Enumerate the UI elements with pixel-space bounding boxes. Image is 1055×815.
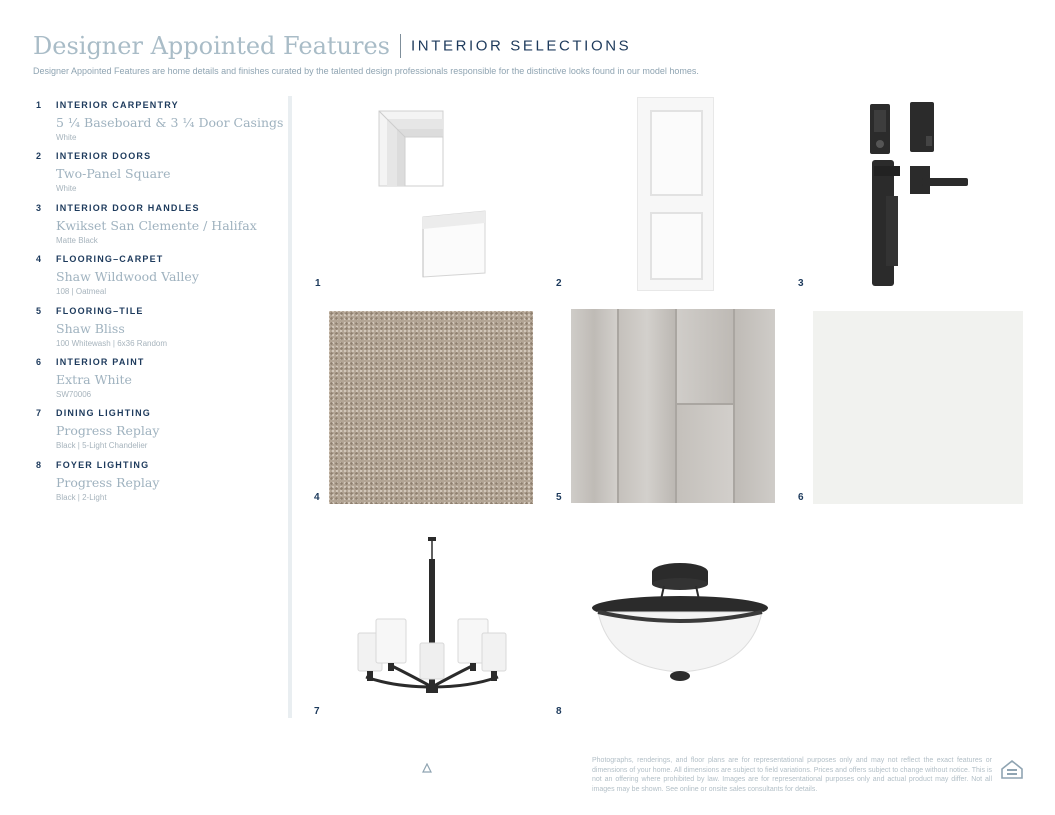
tile-plank [571, 309, 619, 503]
tile-number: 2 [556, 278, 562, 289]
tile-plank [619, 309, 677, 503]
feature-item [36, 357, 286, 408]
feature-name: Kwikset San Clemente / Halifax [56, 217, 257, 233]
feature-detail: Black | 2-Light [56, 492, 107, 502]
tile-number: 5 [556, 492, 562, 503]
equal-housing-icon [1000, 758, 1024, 782]
feature-category: INTERIOR DOORS [56, 151, 152, 162]
feature-name: Progress Replay [56, 423, 160, 439]
feature-number: 1 [36, 100, 42, 110]
feature-number: 5 [36, 305, 42, 316]
feature-category: DINING LIGHTING [56, 408, 151, 419]
page-header [33, 32, 631, 60]
feature-name: Extra White [56, 371, 132, 387]
ceiling-fixture-icon [590, 560, 770, 684]
feature-detail: 100 Whitewash | 6x36 Random [56, 338, 168, 348]
column-divider [288, 96, 292, 718]
tile-number: 1 [315, 278, 321, 289]
feature-detail: SW70006 [56, 389, 92, 399]
feature-name: Shaw Bliss [56, 320, 125, 336]
feature-name: Progress Replay [56, 474, 160, 490]
feature-item [36, 460, 286, 511]
intro-text: Designer Appointed Features are home details and finishes curated by the talented design professionals responsible for the distinctive looks found in our model homes. [33, 66, 699, 76]
foyer-fixture-image [590, 560, 770, 684]
brand-mark [422, 760, 432, 778]
feature-number: 6 [36, 356, 42, 367]
feature-category: INTERIOR PAINT [56, 356, 145, 367]
feature-item [36, 254, 286, 305]
page-title: Designer Appointed Features [33, 32, 390, 60]
feature-name: Shaw Wildwood Valley [56, 269, 199, 285]
casing-icon [375, 105, 495, 285]
feature-category: FLOORING–TILE [56, 305, 144, 316]
tile-plank [677, 405, 735, 503]
tile-number: 7 [314, 706, 320, 717]
equal-housing-logo [1000, 758, 1024, 787]
feature-item [36, 408, 286, 459]
feature-category: FOYER LIGHTING [56, 459, 150, 470]
chandelier-icon [354, 537, 510, 699]
tile-number: 4 [314, 492, 320, 503]
tile-number: 3 [798, 278, 804, 289]
footer-disclaimer: Photographs, renderings, and floor plans are for representational purposes only and may not reflect the exact features or dimensions of your home. All dimensions are subject to field variations. Prices and offers subject to change without notice. This is not an offering where prohibited by law. Images are for representational purposes only and actual product may differ. Not all images may be shown. See online or onsite sales consultants for details. [592, 757, 992, 793]
door-panel-bottom [650, 212, 703, 280]
chandelier-image [354, 537, 510, 699]
tile-number: 8 [556, 706, 562, 717]
triangle-logo-icon [422, 763, 432, 773]
feature-item [36, 100, 286, 151]
feature-number: 8 [36, 459, 42, 470]
feature-category: INTERIOR CARPENTRY [56, 100, 179, 110]
feature-name: 5 ¼ Baseboard & 3 ¼ Door Casings [56, 115, 284, 130]
feature-number: 4 [36, 254, 42, 265]
feature-detail: 108 | Oatmeal [56, 287, 107, 297]
tile-plank [735, 309, 775, 503]
carpentry-image [375, 105, 495, 285]
feature-category: FLOORING–CARPET [56, 254, 164, 265]
door-image [637, 97, 714, 291]
feature-item [36, 203, 286, 254]
feature-detail: White [56, 184, 77, 194]
feature-detail: Matte Black [56, 235, 98, 245]
carpet-swatch [329, 311, 533, 504]
feature-name: Two-Panel Square [56, 166, 171, 182]
paint-swatch [813, 311, 1023, 504]
feature-item [36, 306, 286, 357]
page-subtitle: INTERIOR SELECTIONS [411, 37, 632, 55]
door-handle-icon [866, 100, 976, 286]
feature-item [36, 151, 286, 202]
feature-list [36, 100, 286, 511]
feature-number: 2 [36, 151, 42, 162]
tile-number: 6 [798, 492, 804, 503]
title-separator [400, 34, 401, 58]
feature-detail: Black | 5-Light Chandelier [56, 441, 148, 451]
door-panel-top [650, 110, 703, 196]
wood-tile-swatch [571, 309, 775, 503]
feature-number: 7 [36, 408, 42, 419]
door-handle-image [866, 100, 976, 286]
tile-plank [677, 309, 735, 405]
feature-detail: White [56, 133, 77, 142]
feature-category: INTERIOR DOOR HANDLES [56, 202, 200, 213]
feature-number: 3 [36, 202, 42, 213]
